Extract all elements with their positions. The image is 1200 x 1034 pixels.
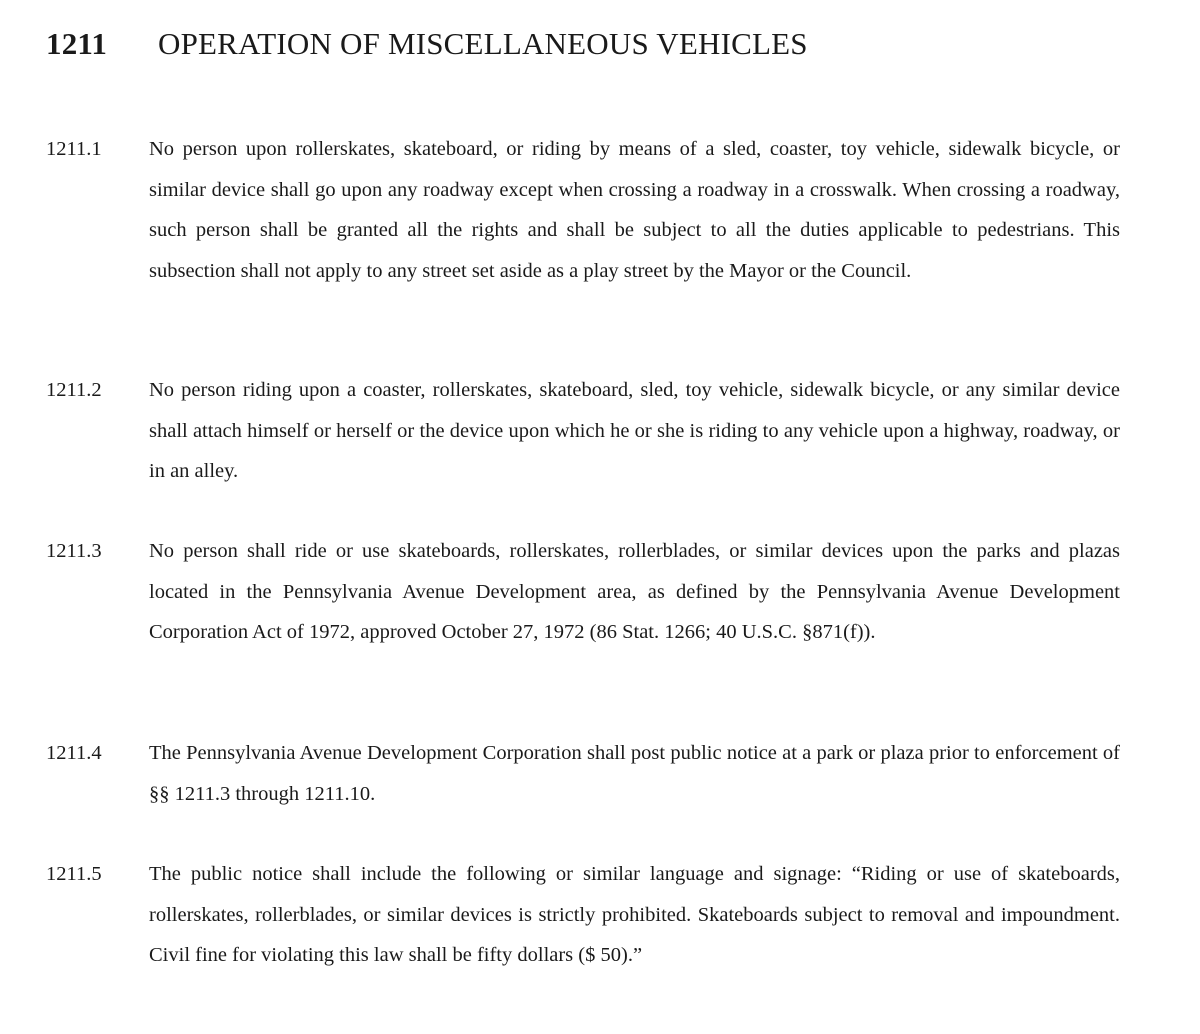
section-text: The public notice shall include the following or similar language and signage: “Riding or use of skateboards, rollerskates, rollerblades, or similar devices is strictly prohibited. Skateboards subject to removal and impoundment. Civil fine for violating this law shall be fifty dollars ($ 50).” xyxy=(149,863,1120,966)
section-text: No person shall ride or use skateboards, rollerskates, rollerblades, or similar devices upon the parks and plazas located in the Pennsylvania Avenue Development area, as defined by the Pennsylvania Avenue Development Corporation Act of 1972, approved October 27, 1972 (86 Stat. 1266; 40 U.S.C. §871(f)). xyxy=(149,540,1120,643)
section-text: No person upon rollerskates, skateboard, or riding by means of a sled, coaster, toy vehicle, sidewalk bicycle, or similar device shall go upon any roadway except when crossing a roadway in a crosswalk. When crossing a roadway, such person shall be granted all the rights and shall be subject to all the duties applicable to pedestrians. This subsection shall not apply to any street set aside as a play street by the Mayor or the Council. xyxy=(149,138,1120,282)
section-number: 1211.5 xyxy=(46,863,102,885)
page-title xyxy=(46,26,808,62)
section-number: 1211.2 xyxy=(46,379,102,401)
chapter-number: 1211 xyxy=(46,26,108,61)
section-number: 1211.1 xyxy=(46,138,102,160)
chapter-title: OPERATION OF MISCELLANEOUS VEHICLES xyxy=(158,26,808,61)
section-number: 1211.3 xyxy=(46,540,102,562)
section-number: 1211.4 xyxy=(46,742,102,764)
section-text: No person riding upon a coaster, rollerskates, skateboard, sled, toy vehicle, sidewalk bicycle, or any similar device shall attach himself or herself or the device upon which he or she is riding to any vehicle upon a highway, roadway, or in an alley. xyxy=(149,379,1120,482)
section-text: The Pennsylvania Avenue Development Corporation shall post public notice at a park or plaza prior to enforcement of §§ 1211.3 through 1211.10. xyxy=(149,742,1120,805)
